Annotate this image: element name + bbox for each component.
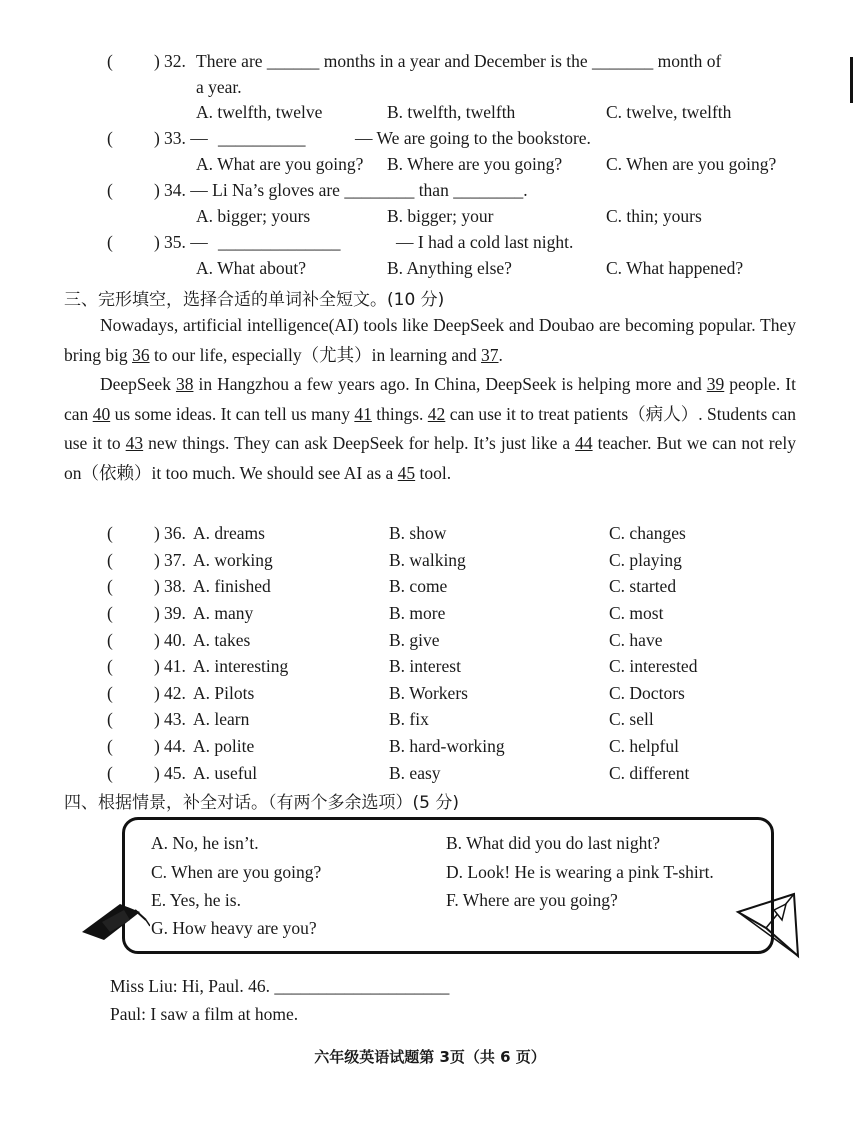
answer-paren-open[interactable]: ( — [107, 630, 113, 650]
answer-paren-close[interactable]: ) — [154, 232, 160, 252]
cloze-option-a: A. takes — [193, 630, 251, 650]
passage-paragraph-1: Nowadays, artificial intelligence(AI) tools like DeepSeek and Doubao are becoming popular. They bring big 36 to our life, especially（尤其）in learning and 37. — [64, 315, 796, 365]
choice-e: E. Yes, he is. — [151, 890, 241, 910]
answer-paren-open[interactable]: ( — [107, 576, 113, 596]
cloze-number: 36. — [164, 523, 186, 543]
question-34-option-b: B. bigger; your — [387, 206, 494, 226]
answer-paren-open[interactable]: ( — [107, 603, 113, 623]
answer-blank-46[interactable]: ____________________ — [274, 976, 450, 996]
choice-g: G. How heavy are you? — [151, 918, 317, 938]
question-32-option-b: B. twelfth, twelfth — [387, 102, 516, 122]
answer-paren-close[interactable]: ) — [154, 736, 160, 756]
answer-paren-close[interactable]: ) — [154, 683, 160, 703]
cloze-option-a: A. many — [193, 603, 254, 623]
cloze-number: 42. — [164, 683, 186, 703]
question-32-stem: There are ______ months in a year and December is the _______ month of — [196, 51, 722, 71]
margin-mark — [850, 57, 853, 103]
cloze-number: 44. — [164, 736, 186, 756]
answer-paren-close[interactable]: ) — [154, 51, 160, 71]
question-34-stem: 34. — Li Na’s gloves are ________ than ________. — [164, 180, 528, 200]
answer-paren-open[interactable]: ( — [107, 709, 113, 729]
page-footer: 六年级英语试题第 3页（共 6 页） — [314, 1048, 546, 1066]
cloze-option-a: A. Pilots — [193, 683, 255, 703]
question-35-stem: — I had a cold last night. — [396, 232, 574, 252]
section-3-heading: 三、完形填空，选择合适的单词补全短文。(10 分) — [64, 290, 445, 310]
answer-paren-close[interactable]: ) — [154, 180, 160, 200]
cloze-option-a: A. interesting — [193, 656, 289, 676]
question-32-option-c: C. twelve, twelfth — [606, 102, 732, 122]
cloze-option-c: C. different — [609, 763, 690, 783]
cloze-option-c: C. started — [609, 576, 677, 596]
choice-a: A. No, he isn’t. — [151, 833, 259, 853]
answer-paren-close[interactable]: ) — [154, 603, 160, 623]
answer-paren-open[interactable]: ( — [107, 550, 113, 570]
answer-paren-close[interactable]: ) — [154, 656, 160, 676]
answer-paren-open[interactable]: ( — [107, 736, 113, 756]
answer-paren-open[interactable]: ( — [107, 232, 113, 252]
answer-paren-open[interactable]: ( — [107, 128, 113, 148]
question-34-option-c: C. thin; yours — [606, 206, 702, 226]
answer-paren-close[interactable]: ) — [154, 523, 160, 543]
answer-paren-open[interactable]: ( — [107, 683, 113, 703]
question-35-option-a: A. What about? — [196, 258, 306, 278]
question-32-number: 32. — [164, 51, 186, 71]
cloze-option-b: B. Workers — [389, 683, 468, 703]
cloze-option-b: B. interest — [389, 656, 461, 676]
cloze-option-b: B. show — [389, 523, 447, 543]
question-35-option-b: B. Anything else? — [387, 258, 512, 278]
cloze-number: 38. — [164, 576, 186, 596]
question-32-option-a: A. twelfth, twelve — [196, 102, 323, 122]
choice-f: F. Where are you going? — [446, 890, 618, 910]
cloze-number: 39. — [164, 603, 186, 623]
cloze-option-c: C. have — [609, 630, 663, 650]
cloze-number: 37. — [164, 550, 186, 570]
cloze-option-b: B. easy — [389, 763, 441, 783]
cloze-number: 41. — [164, 656, 186, 676]
question-33-blank: __________ — [218, 128, 306, 148]
answer-paren-open[interactable]: ( — [107, 763, 113, 783]
question-33-option-b: B. Where are you going? — [387, 154, 563, 174]
dialogue-line-2: Paul: I saw a film at home. — [110, 1004, 299, 1024]
question-35-option-c: C. What happened? — [606, 258, 744, 278]
cloze-number: 43. — [164, 709, 186, 729]
question-33-option-c: C. When are you going? — [606, 154, 777, 174]
cloze-option-c: C. interested — [609, 656, 698, 676]
passage-paragraph-2: DeepSeek 38 in Hangzhou a few years ago. In China, DeepSeek is helping more and 39 people. It can 40 us some ideas. It can tell us many 41 things. 42 can use it to treat patients（病人）. Students can use it to 43 new things. They can ask DeepSeek for help. It’s just like a 44 teacher. But we can not rely on（依赖）it too much. We should see AI as a 45 tool. — [64, 374, 796, 483]
dialogue-line-1: Miss Liu: Hi, Paul. 46. ____________________ — [110, 976, 450, 996]
graduation-cap-icon — [80, 882, 150, 942]
cloze-option-b: B. come — [389, 576, 448, 596]
answer-paren-open[interactable]: ( — [107, 656, 113, 676]
cloze-option-c: C. Doctors — [609, 683, 685, 703]
choice-d: D. Look! He is wearing a pink T-shirt. — [446, 862, 714, 882]
cloze-option-c: C. playing — [609, 550, 682, 570]
cloze-option-b: B. give — [389, 630, 440, 650]
question-34-option-a: A. bigger; yours — [196, 206, 311, 226]
answer-paren-close[interactable]: ) — [154, 709, 160, 729]
answer-paren-close[interactable]: ) — [154, 550, 160, 570]
cloze-passage — [64, 311, 796, 488]
choice-b: B. What did you do last night? — [446, 833, 661, 853]
question-32-stem-cont: a year. — [196, 77, 242, 97]
choice-c: C. When are you going? — [151, 862, 322, 882]
answer-paren-close[interactable]: ) — [154, 763, 160, 783]
paper-plane-icon — [734, 890, 804, 960]
cloze-option-a: A. finished — [193, 576, 271, 596]
answer-paren-open[interactable]: ( — [107, 523, 113, 543]
cloze-option-a: A. dreams — [193, 523, 265, 543]
cloze-option-c: C. changes — [609, 523, 686, 543]
cloze-option-c: C. most — [609, 603, 664, 623]
cloze-option-a: A. useful — [193, 763, 258, 783]
cloze-option-b: B. more — [389, 603, 446, 623]
cloze-option-a: A. learn — [193, 709, 250, 729]
question-35-number: 35. — — [164, 232, 208, 252]
cloze-option-b: B. walking — [389, 550, 466, 570]
cloze-option-b: B. fix — [389, 709, 429, 729]
cloze-number: 40. — [164, 630, 186, 650]
answer-paren-close[interactable]: ) — [154, 630, 160, 650]
answer-paren-close[interactable]: ) — [154, 128, 160, 148]
question-33-option-a: A. What are you going? — [196, 154, 364, 174]
question-33-stem: — We are going to the bookstore. — [355, 128, 591, 148]
answer-paren-open[interactable]: ( — [107, 180, 113, 200]
cloze-option-c: C. helpful — [609, 736, 679, 756]
cloze-option-b: B. hard-working — [389, 736, 505, 756]
section-4-heading: 四、根据情景，补全对话。（有两个多余选项）(5 分) — [64, 793, 459, 813]
answer-paren-open[interactable]: ( — [107, 51, 113, 71]
cloze-option-a: A. polite — [193, 736, 255, 756]
cloze-option-a: A. working — [193, 550, 273, 570]
question-33-number: 33. — — [164, 128, 208, 148]
question-35-blank: ______________ — [218, 232, 341, 252]
cloze-option-c: C. sell — [609, 709, 654, 729]
answer-paren-close[interactable]: ) — [154, 576, 160, 596]
cloze-number: 45. — [164, 763, 186, 783]
